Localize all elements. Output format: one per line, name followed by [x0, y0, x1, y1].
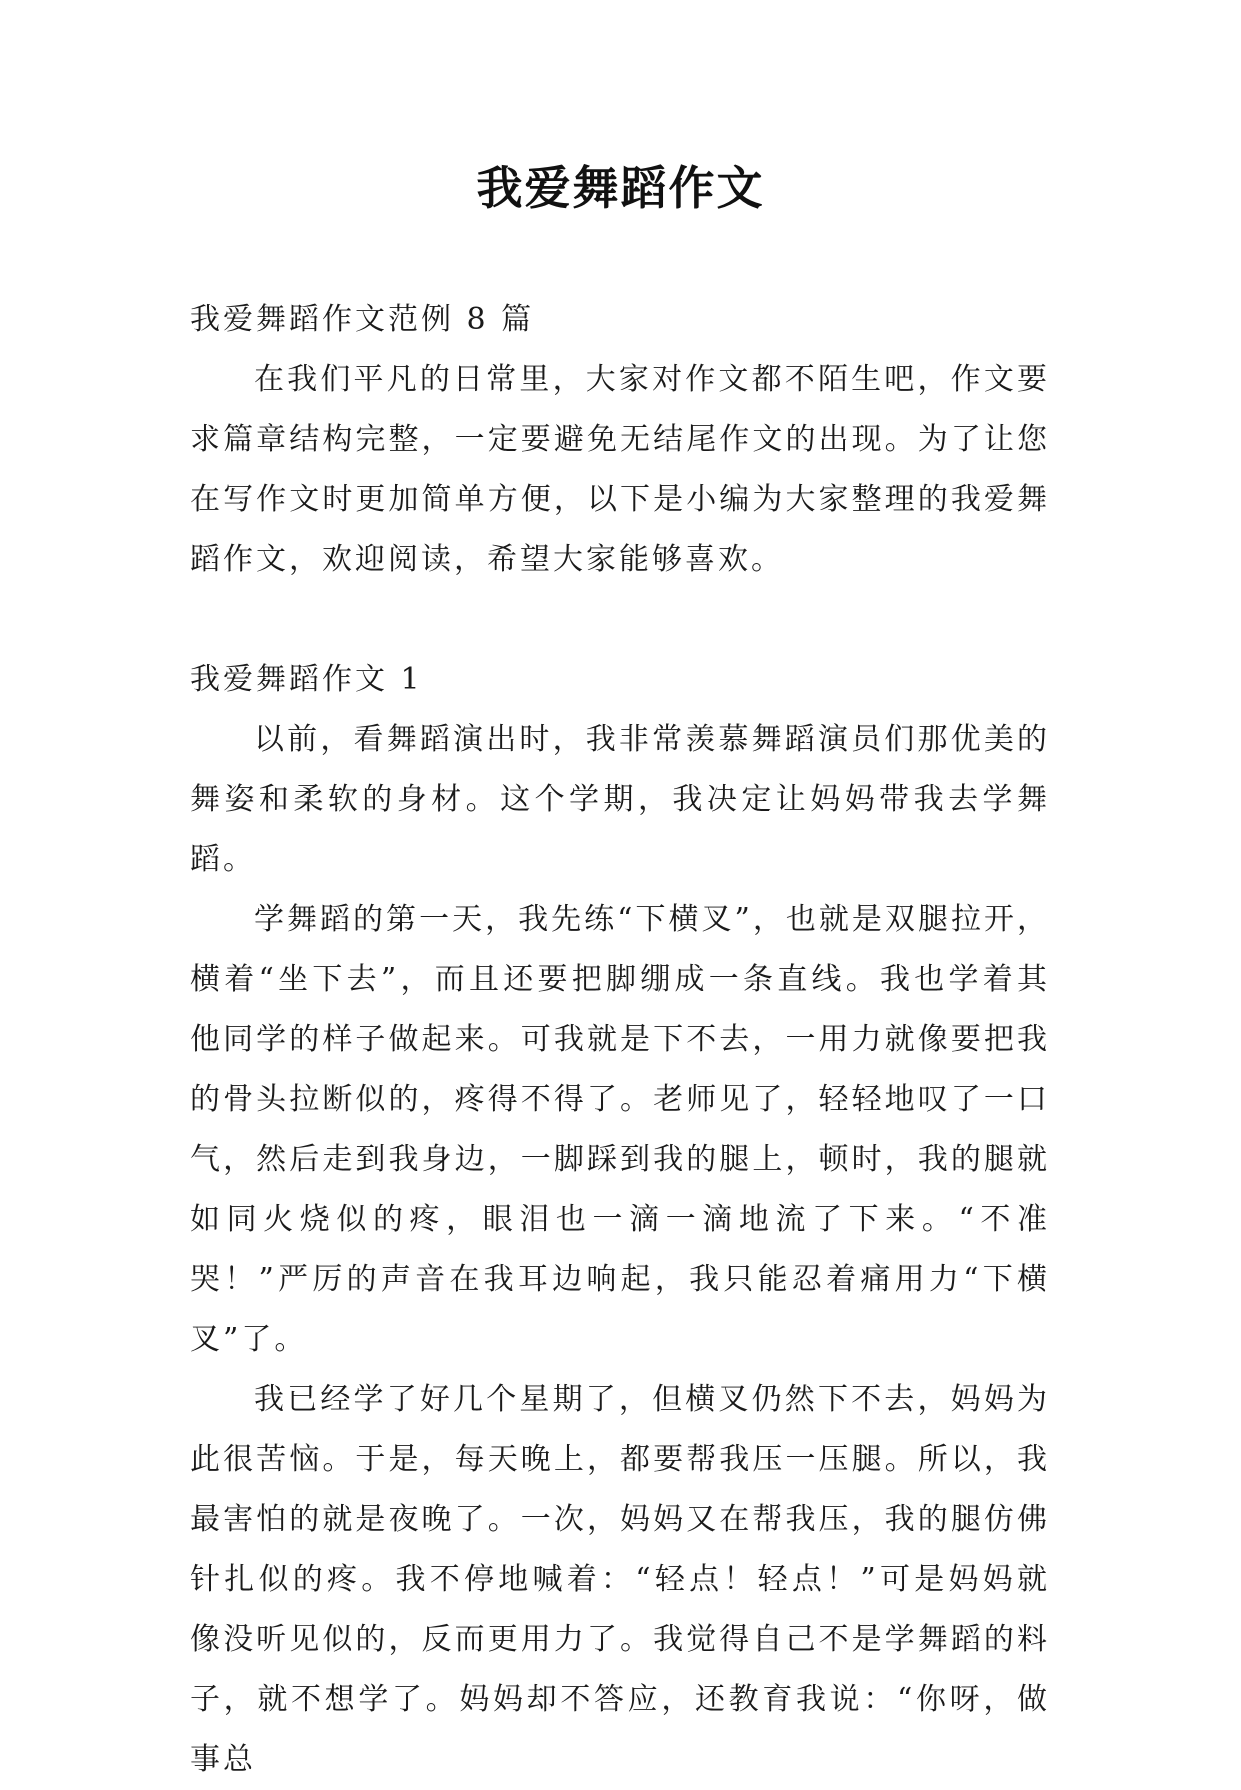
section-spacer — [190, 590, 1050, 650]
body-paragraph-1: 以前，看舞蹈演出时，我非常羡慕舞蹈演员们那优美的舞姿和柔软的身材。这个学期，我决定让妈妈带我去学舞蹈。 — [190, 722, 1050, 877]
section-heading: 我爱舞蹈作文 1 — [190, 662, 423, 697]
body-paragraph-2: 学舞蹈的第一天，我先练“下横叉”，也就是双腿拉开，横着“坐下去”，而且还要把脚绷成一条直线。我也学着其他同学的样子做起来。可我就是下不去，一用力就像要把我的骨头拉断似的，疼得不得了。老师见了，轻轻地叹了一口气，然后走到我身边，一脚踩到我的腿上，顿时，我的腿就如同火烧似的疼，眼泪也一滴一滴地流了下来。“不准哭！”严厉的声音在我耳边响起，我只能忍着痛用力“下横叉”了。 — [190, 902, 1050, 1357]
document-body — [190, 290, 1050, 1790]
body-paragraph-3: 我已经学了好几个星期了，但横叉仍然下不去，妈妈为此很苦恼。于是，每天晚上，都要帮我压一压腿。所以，我最害怕的就是夜晚了。一次，妈妈又在帮我压，我的腿仿佛针扎似的疼。我不停地喊着：“轻点！轻点！”可是妈妈就像没听见似的，反而更用力了。我觉得自己不是学舞蹈的料子，就不想学了。妈妈却不答应，还教育我说：“你呀，做事总 — [190, 1382, 1050, 1777]
document-title: 我爱舞蹈作文 — [476, 161, 765, 215]
intro-paragraph: 在我们平凡的日常里，大家对作文都不陌生吧，作文要求篇章结构完整，一定要避免无结尾作文的出现。为了让您在写作文时更加简单方便，以下是小编为大家整理的我爱舞蹈作文，欢迎阅读，希望大家能够喜欢。 — [190, 362, 1050, 577]
document-subtitle: 我爱舞蹈作文范例 8 篇 — [190, 302, 535, 337]
